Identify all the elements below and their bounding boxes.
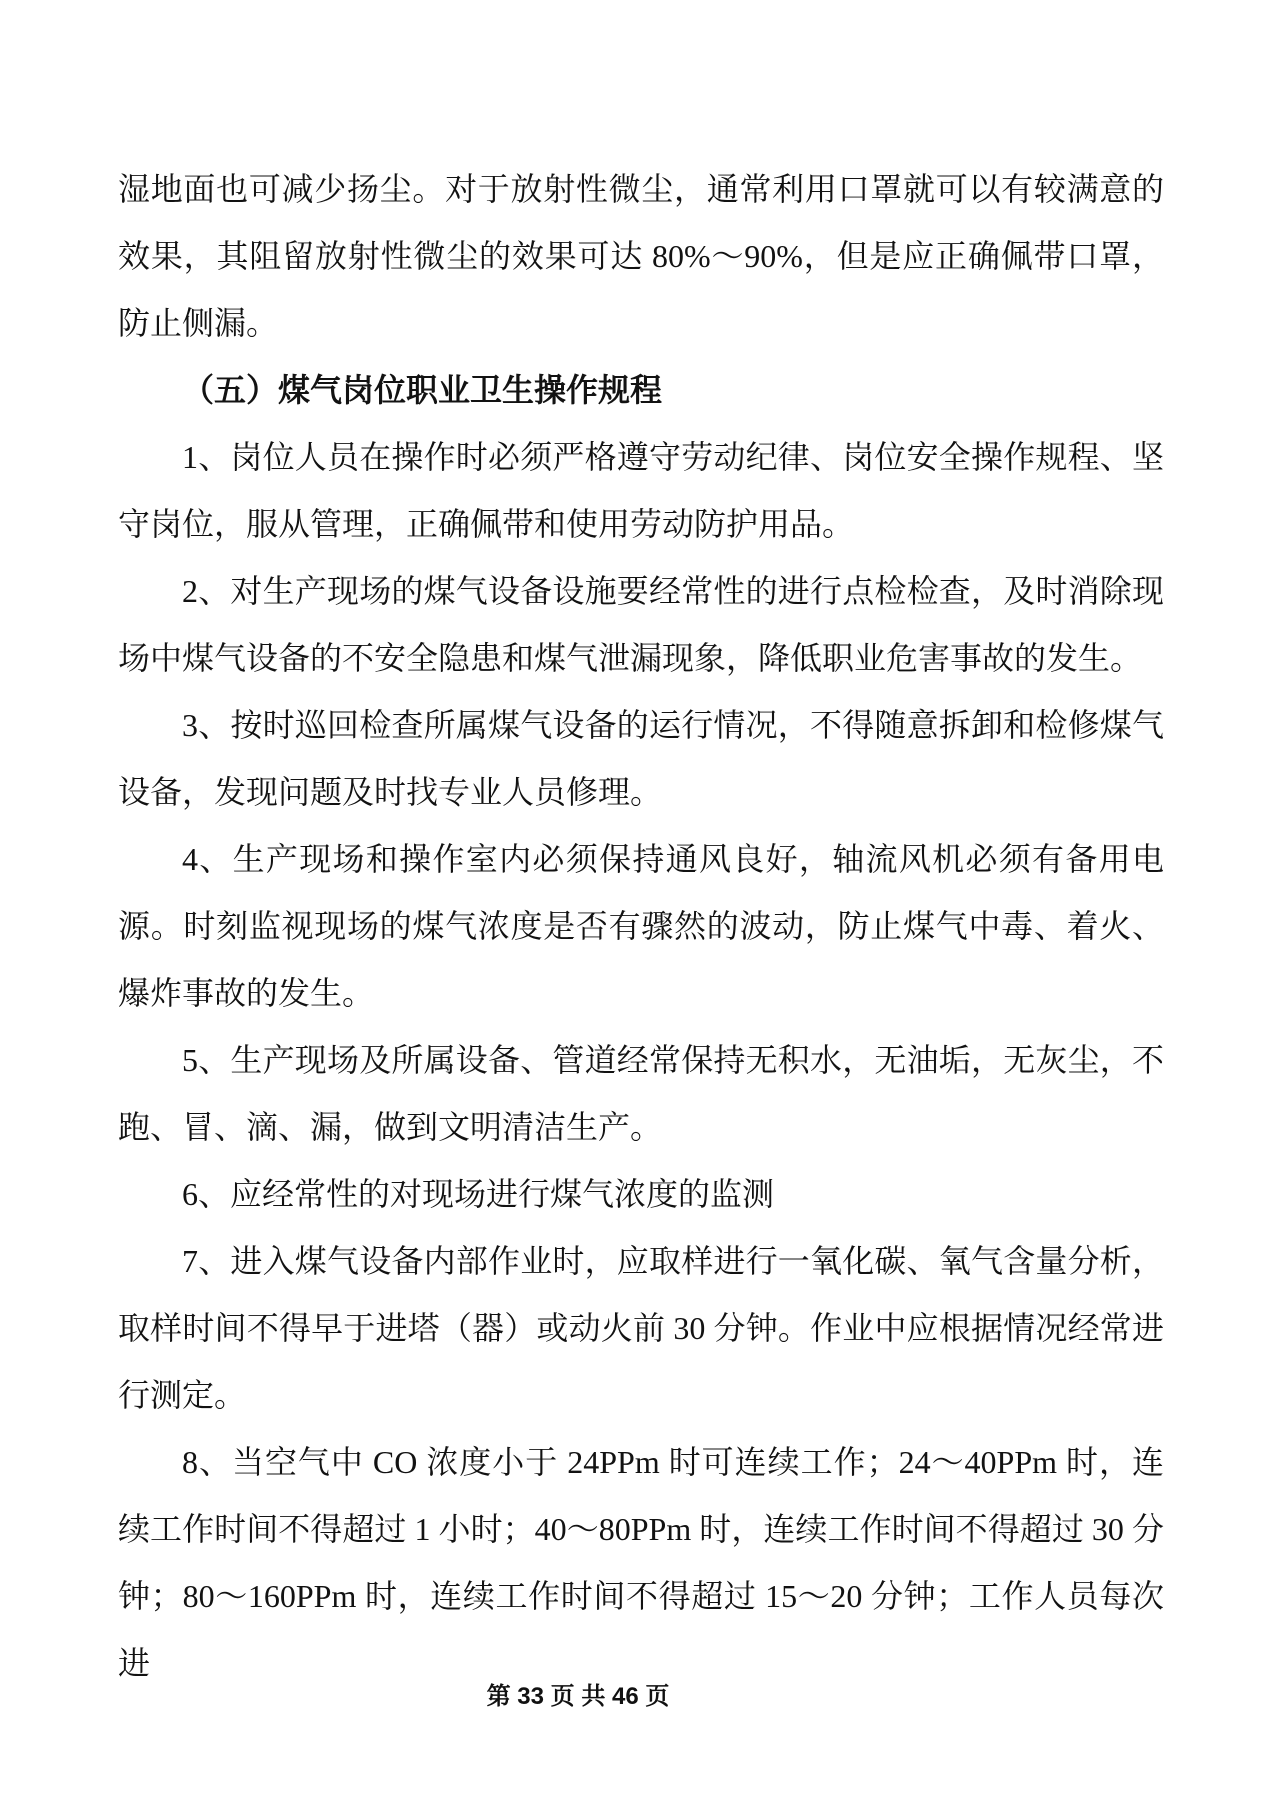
document-body bbox=[118, 156, 1164, 1697]
paragraph-dust-mask-continuation: 湿地面也可减少扬尘。对于放射性微尘，通常利用口罩就可以有较满意的效果，其阻留放射性微尘的效果可达 80%～90%，但是应正确佩带口罩，防止侧漏。 bbox=[118, 171, 1164, 341]
rule-item-7: 7、进入煤气设备内部作业时，应取样进行一氧化碳、氧气含量分析，取样时间不得早于进塔（器）或动火前 30 分钟。作业中应根据情况经常进行测定。 bbox=[118, 1243, 1164, 1413]
section-heading-gas-post-hygiene: （五）煤气岗位职业卫生操作规程 bbox=[182, 372, 663, 408]
rule-item-8: 8、当空气中 CO 浓度小于 24PPm 时可连续工作；24～40PPm 时，连续工作时间不得超过 1 小时；40～80PPm 时，连续工作时间不得超过 30 分钟；80～160PPm 时，连续工作时间不得超过 15～20 分钟；工作人员每次进 bbox=[118, 1444, 1164, 1681]
rule-item-6: 6、应经常性的对现场进行煤气浓度的监测 bbox=[182, 1176, 775, 1212]
rule-item-3: 3、按时巡回检查所属煤气设备的运行情况，不得随意拆卸和检修煤气设备，发现问题及时找专业人员修理。 bbox=[118, 707, 1164, 810]
rule-item-2: 2、对生产现场的煤气设备设施要经常性的进行点检检查，及时消除现场中煤气设备的不安全隐患和煤气泄漏现象，降低职业危害事故的发生。 bbox=[118, 573, 1164, 676]
rule-item-1: 1、岗位人员在操作时必须严格遵守劳动纪律、岗位安全操作规程、坚守岗位，服从管理，正确佩带和使用劳动防护用品。 bbox=[118, 439, 1164, 542]
rule-item-4: 4、生产现场和操作室内必须保持通风良好，轴流风机必须有备用电源。时刻监视现场的煤气浓度是否有骤然的波动，防止煤气中毒、着火、爆炸事故的发生。 bbox=[118, 841, 1164, 1011]
rule-item-5: 5、生产现场及所属设备、管道经常保持无积水，无油垢，无灰尘，不跑、冒、滴、漏，做到文明清洁生产。 bbox=[118, 1042, 1164, 1145]
page-number-indicator: 第 33 页 共 46 页 bbox=[486, 1683, 670, 1710]
page-footer bbox=[0, 1680, 1280, 1717]
